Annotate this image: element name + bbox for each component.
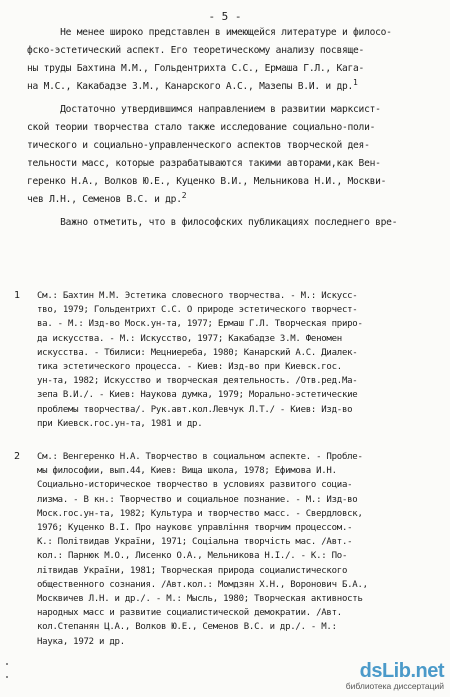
text-line: фско-эстетический аспект. Его теоретическому анализу посвяще-: [27, 45, 365, 56]
watermark: [294, 660, 444, 692]
text-line: ны труды Бахтина М.М., Гольдентрихта С.С., Ермаша Г.Л., Кага-: [27, 63, 365, 74]
footnote-line: Социально-историческое творчество в условиях развитого социа-: [37, 480, 353, 491]
footnote-line: искусства. - Тбилиси: Мецниереба, 1980; Канарский А.С. Диалек-: [37, 347, 358, 358]
footnote-marker: 1: [14, 290, 20, 301]
text-line: тельности масс, которые разрабатываются такими авторами,как Вен-: [27, 158, 381, 169]
footnote-marker: 2: [14, 451, 20, 462]
footnote-line: ва. - М.: Изд-во Моск.ун-та, 1977; Ермаш Г.Л. Творческая приро-: [37, 319, 363, 330]
paragraph-2: [27, 101, 432, 209]
footnote-line: общественного сознания. /Авт.кол.: Момдзян Х.Н., Воронович Б.А.,: [37, 579, 368, 590]
footnote-line: мы философии, вып.44, Киев: Вища школа, 1978; Ефимова И.Н.: [37, 466, 337, 477]
footnote-ref-1: 1: [353, 78, 358, 87]
footnote-line: зепа В.И./. - Киев: Наукова думка, 1979; Морально-эстетические: [37, 390, 358, 401]
watermark-logo: dsLib.net: [359, 660, 444, 682]
footnote-line: народных масс и развитие социалистической демократии. /Авт.: [37, 608, 342, 619]
text-line: [27, 78, 432, 96]
footnote-line: проблемы творчества/. Рук.авт.кол.Левчук Л.Т./ - Киев: Изд-во: [37, 404, 353, 415]
page-number: - 5 -: [208, 10, 242, 23]
line-text: на М.С., Какабадзе З.М., Канарского А.С., Мазепы В.И. и др.: [27, 81, 354, 92]
text-line: Важно отметить, что в философских публикациях последнего вре-: [27, 217, 398, 228]
scan-speck: [6, 676, 8, 678]
footnote-line: лiтвидав України, 1981; Творческая природа социалистического: [37, 565, 348, 576]
footnote-line: К.: Полiтвидав України, 1971; Соцiальна творчiсть мас. /Авт.-: [37, 537, 353, 548]
footnote-line: кол.Степанян Ц.А., Волков Ю.Е., Семенов В.С. и др./. - М.:: [37, 622, 337, 633]
footnote-body: [37, 450, 368, 649]
footnote-line: да искусства. - М.: Искусство, 1977; Какабадзе З.М. Феномен: [37, 333, 342, 344]
line-text: чев Л.Н., Семенов В.С. и др.: [27, 194, 182, 205]
main-text: [27, 24, 432, 232]
paragraph-3: [27, 214, 432, 232]
footnote-line: См.: Бахтин М.М. Эстетика словесного творчества. - М.: Искусс-: [37, 291, 358, 301]
text-line: тического и социально-управленческого аспектов творческой дея-: [27, 140, 370, 151]
footnote-line: лизма. - В кн.: Творчество и социальное познание. - М.: Изд-во: [37, 494, 358, 505]
text-line: ской теории творчества стало также исследование социально-поли-: [27, 122, 376, 133]
footnote-line: кол.: Парнюк М.О., Лисенко О.А., Мельникова Н.I./. - К.: По-: [37, 551, 348, 562]
footnote-line: 1976; Куценко В.I. Про науковє управлiння творчим процессом.-: [37, 523, 353, 534]
scan-speck: [6, 663, 8, 665]
footnote-line: Моск.гос.ун-та, 1982; Культура и творчество масс. - Свердловск,: [37, 508, 363, 519]
footnote-line: тво, 1979; Гольдентрихт С.С. О природе эстетического творчест-: [37, 305, 358, 316]
text-line: геренко Н.А., Волков Ю.Е., Куценко В.И., Мельникова Н.И., Москви-: [27, 176, 387, 187]
footnote-body: [37, 289, 363, 431]
footnote-line: Москвичев Л.Н. и др./. - М.: Мысль, 1980; Творческая активность: [37, 594, 363, 605]
footnote-line: Наука, 1972 и др.: [37, 636, 125, 647]
paragraph-1: [27, 24, 432, 96]
watermark-subtitle: библиотека диссертаций: [345, 681, 444, 691]
text-line: Достаточно утвердившимся направлением в развитии марксист-: [27, 104, 381, 115]
footnote-ref-2: 2: [181, 191, 187, 200]
text-line: [27, 191, 432, 209]
footnote-line: См.: Венгеренко Н.А. Творчество в социальном аспекте. - Пробле-: [37, 452, 363, 462]
footnote-line: ун-та, 1982; Искусство и творческая деятельность. /Отв.ред.Ма-: [37, 376, 358, 387]
footnote-line: тика эстетического процесса. - Киев: Изд-во при Киевск.гос.: [37, 362, 342, 373]
text-line: Не менее широко представлен в имеющейся литературе и филосо-: [27, 27, 392, 38]
footnote-line: при Киевск.гос.ун-та, 1981 и др.: [37, 418, 203, 429]
